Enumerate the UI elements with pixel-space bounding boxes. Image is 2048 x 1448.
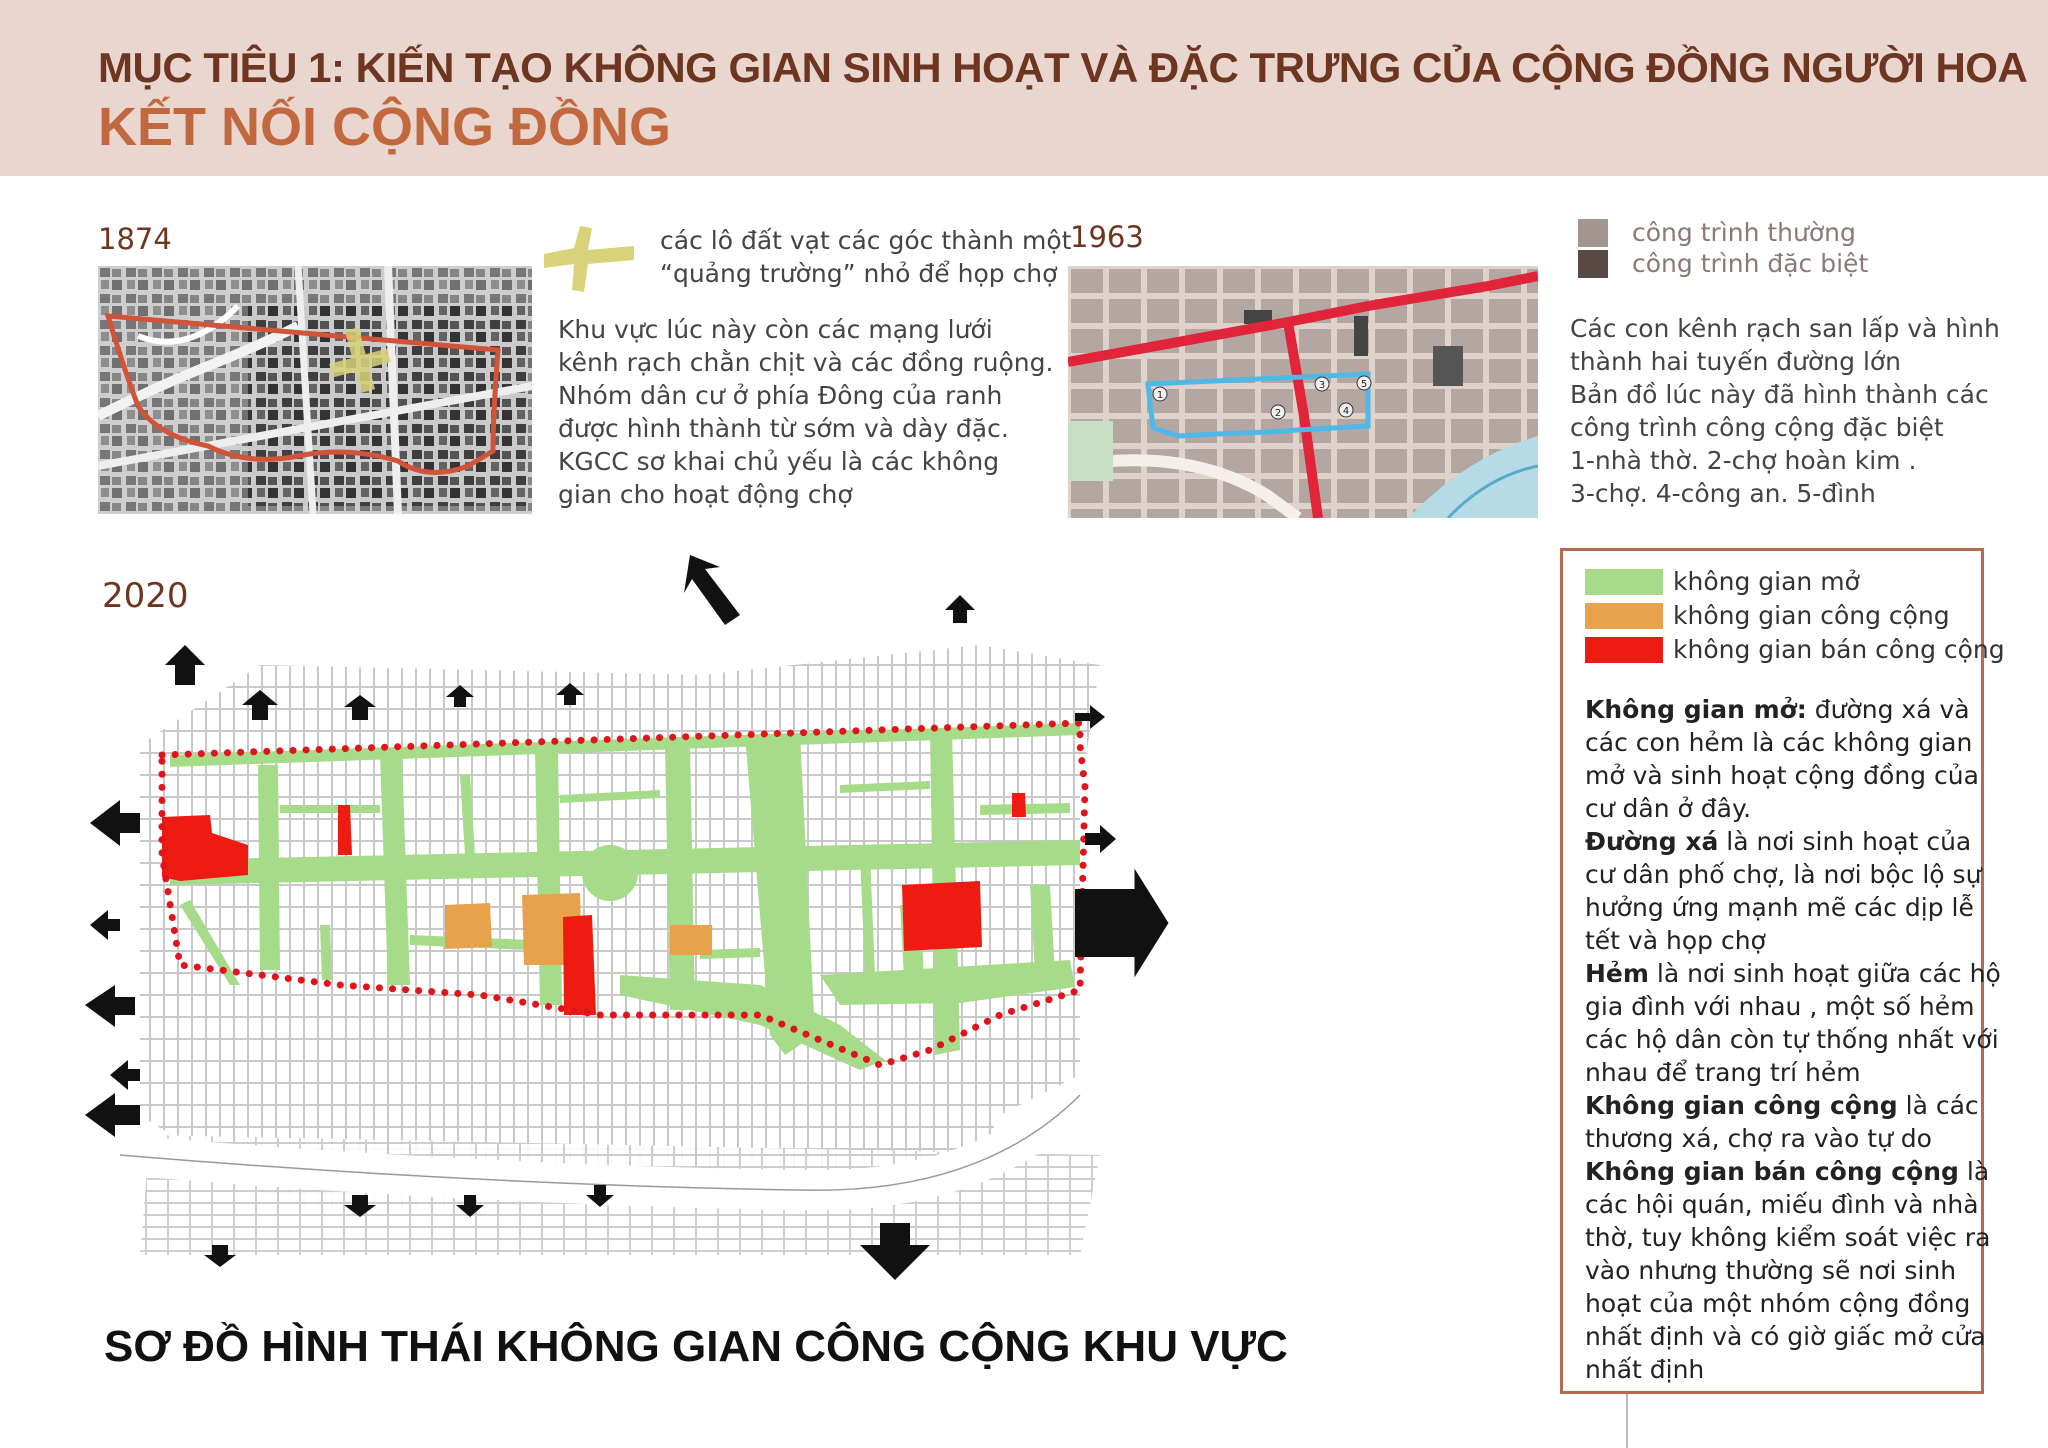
header-banner — [0, 0, 2048, 176]
legend-label: không gian công cộng — [1673, 601, 1950, 630]
description-line: KGCC sơ khai chủ yếu là các không — [558, 447, 1000, 476]
description-line: Khu vực lúc này còn các mạng lưới — [558, 315, 993, 344]
description-line: nhau để trang trí hẻm — [1585, 1058, 1861, 1087]
legend-row-public-space — [1585, 601, 1950, 630]
special-building-swatch — [1578, 250, 1608, 278]
square-legend-text — [660, 224, 1071, 290]
legend-label: công trình đặc biệt — [1632, 249, 1869, 278]
legend-label: công trình thường — [1632, 218, 1856, 247]
description-line: Không gian công cộng là các — [1585, 1091, 1979, 1120]
diagram-title: SƠ ĐỒ HÌNH THÁI KHÔNG GIAN CÔNG CỘNG KHU VỰC — [104, 1322, 1288, 1371]
marker-4: 4 — [1342, 406, 1350, 417]
marker-1: 1 — [1156, 390, 1164, 401]
legend-label: không gian bán công cộng — [1673, 635, 2005, 664]
description-line: các hộ dân còn tự thống nhất với — [1585, 1025, 1999, 1054]
description-line: công trình công cộng đặc biệt — [1570, 413, 1944, 442]
description-line: Không gian bán công cộng là — [1585, 1157, 1990, 1186]
description-line: Các con kênh rạch san lấp và hình — [1570, 314, 2000, 343]
regular-building-swatch — [1578, 219, 1608, 247]
description-line: được hình thành từ sớm và dày đặc. — [558, 414, 1009, 443]
open-space-swatch — [1585, 569, 1663, 595]
square-legend-line: “quảng trường” nhỏ để họp chợ — [660, 259, 1058, 288]
description-line: Không gian mở: đường xá và — [1585, 695, 1970, 724]
description-line: nhất định và có giờ giấc mở cửa — [1585, 1322, 1986, 1351]
building-legend-1963 — [1578, 218, 1908, 280]
map-2020 — [80, 555, 1540, 1295]
description-line: 1-nhà thờ. 2-chợ hoàn kim . — [1570, 446, 1917, 475]
marker-2: 2 — [1274, 408, 1282, 419]
year-2020-label: 2020 — [102, 576, 189, 616]
square-symbol-icon — [544, 226, 634, 292]
description-line: thờ, tuy không kiểm soát việc ra — [1585, 1223, 1991, 1252]
legend-label: không gian mở — [1673, 567, 1860, 596]
page-title: MỤC TIÊU 1: KIẾN TẠO KHÔNG GIAN SINH HOẠT VÀ ĐẶC TRƯNG CỦA CỘNG ĐỒNG NGƯỜI HOA — [98, 44, 2028, 91]
description-1963 — [1570, 312, 2000, 510]
legend-row-regular — [1578, 218, 1856, 247]
description-line: vào nhưng thường sẽ nơi sinh — [1585, 1256, 1957, 1285]
divider-line — [1626, 1394, 1628, 1448]
description-line: hưởng ứng mạnh mẽ các dịp lễ — [1585, 893, 1974, 922]
description-line: Nhóm dân cư ở phía Đông của ranh — [558, 381, 1003, 410]
public-space-swatch — [1585, 603, 1663, 629]
description-line: các con hẻm là các không gian — [1585, 728, 1973, 757]
description-line: tết và họp chợ — [1585, 926, 1766, 955]
marker-5: 5 — [1360, 379, 1368, 390]
description-line: cư dân ở đây. — [1585, 794, 1752, 823]
description-1874 — [558, 313, 1053, 511]
legend-box-2020 — [1560, 548, 2005, 1394]
legend-row-special — [1578, 249, 1868, 278]
description-line: Bản đồ lúc này đã hình thành các — [1570, 380, 1989, 409]
description-line: thương xá, chợ ra vào tự do — [1585, 1124, 1932, 1153]
description-line: Hẻm là nơi sinh hoạt giữa các hộ — [1585, 959, 2001, 988]
description-line: thành hai tuyến đường lớn — [1570, 347, 1902, 376]
description-line: nhất định — [1585, 1355, 1705, 1384]
description-line: cư dân phố chợ, là nơi bộc lộ sự — [1585, 860, 1982, 889]
year-1874-label: 1874 — [98, 222, 172, 256]
description-line: gian cho hoạt động chợ — [558, 480, 853, 509]
map-1874 — [98, 266, 532, 514]
description-line: Đường xá là nơi sinh hoạt của — [1585, 827, 1972, 856]
year-1963-label: 1963 — [1070, 220, 1144, 254]
marker-3: 3 — [1318, 380, 1326, 391]
description-2020 — [1585, 693, 2001, 1386]
description-line: gia đình với nhau , một số hẻm — [1585, 992, 1975, 1021]
description-line: hoạt của một nhóm cộng đồng — [1585, 1289, 1971, 1318]
square-legend-line: các lô đất vạt các góc thành một — [660, 226, 1072, 255]
square-legend-1874 — [544, 226, 634, 296]
description-line: các hội quán, miếu đình và nhà — [1585, 1190, 1979, 1219]
legend-row-open-space — [1585, 567, 1860, 596]
semi-public-space-swatch — [1585, 637, 1663, 663]
description-line: mở và sinh hoạt cộng đồng của — [1585, 761, 1979, 790]
description-line: kênh rạch chằn chịt và các đồng ruộng. — [558, 348, 1054, 377]
page-subtitle: KẾT NỐI CỘNG ĐỒNG — [98, 97, 672, 157]
description-line: 3-chợ. 4-công an. 5-đình — [1570, 479, 1876, 508]
map-1963 — [1068, 266, 1538, 518]
legend-row-semi-public-space — [1585, 635, 2005, 664]
